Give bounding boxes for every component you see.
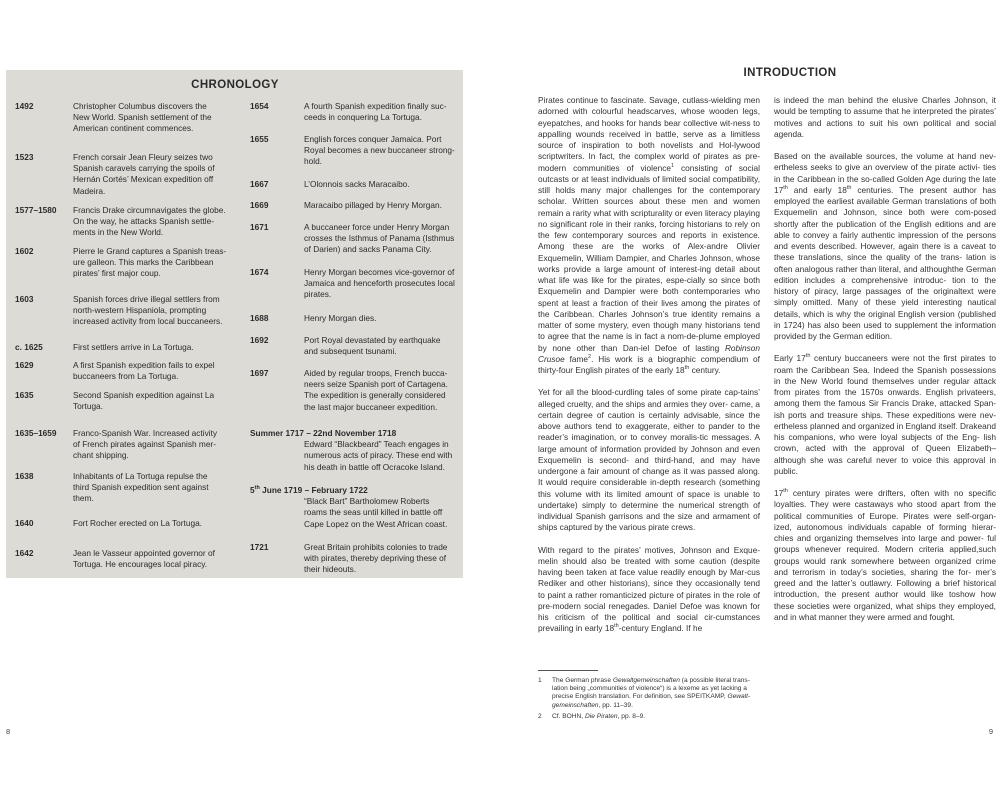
chronology-event: Aided by regular troops, French bucca- neers seize Spanish port of Cartagena. The expedition is generally considered the last major buccaneer expedition. [304,368,448,412]
chronology-event: Spanish forces drive illegal settlers from north-western Hispaniola, prompting increased activity from local buccaneers. [73,294,223,327]
chronology-entry [15,548,233,570]
chronology-box [6,70,463,578]
footnote-ref: 1 [670,162,675,169]
chronology-title: CHRONOLOGY [191,79,279,91]
chronology-year: 1635–1659 [15,428,57,438]
chronology-event: Christopher Columbus discovers the New World. Spanish settlement of the American continent commences. [73,101,212,134]
chronology-year: 1654 [250,101,269,111]
chronology-event: Maracaibo pillaged by Henry Morgan. [304,200,442,210]
chronology-event: First settlers arrive in La Tortuga. [73,342,194,352]
text-column-2 [774,95,996,634]
chronology-entry [250,485,460,530]
chronology-entry [250,267,460,301]
chronology-year: 1688 [250,313,269,323]
chronology-event: Fort Rocher erected on La Tortuga. [73,518,202,528]
chronology-year: 1602 [15,246,34,256]
chronology-year: 1638 [15,471,34,481]
chronology-entry [250,134,460,168]
chronology-event: A buccaneer force under Henry Morgan crosses the Isthmus of Panama (Isthmus of Darien) and sacks Panama City. [304,222,455,255]
chronology-entry [15,342,233,353]
chronology-year: 1655 [250,134,269,144]
chronology-year: 1692 [250,335,269,345]
chronology-year: 1674 [250,267,269,277]
chronology-year: 1523 [15,152,34,162]
paragraph: is indeed the man behind the elusive Charles Johnson, it would be tempting to assume that he interpreted the pirates’ motives and actions to suit his own political and social agenda. [774,95,997,139]
chronology-range: 5th June 1719 – February 1722 [250,485,368,495]
chronology-entry [250,335,460,357]
chronology-entry [15,471,233,505]
chronology-event: Henry Morgan becomes vice-governor of Jamaica and henceforth prosecutes local pirates. [304,267,455,300]
footnotes [538,670,760,724]
chronology-event: French corsair Jean Fleury seizes two Spanish caravels carrying the spoils of Hernán Cortés’ Mexican expedition off Madeira. [73,152,215,196]
chronology-entry [250,428,460,473]
chronology-year: 1642 [15,548,34,558]
text-column-1 [538,95,760,646]
chronology-year: c. 1625 [15,342,43,352]
paragraph: Based on the available sources, the volume at hand nev-ertheless seeks to give an overview of the pirate activi- ties in the Caribbean in the so-called Golden Age during the late 17th and early 18th centuries. The present author has employed the earliest available German translations of both Exquemelin and Johnson, since both were com-posed shortly after the publication of the English editions and are able to convey a fairly authentic impression of the persons and events described. However, again there is a caveat to these translations, since the quality of the trans- lation is often analogous rather than literal, and althoughthe German edition includes a comprehensive introduc- tion to the history of piracy, large passages of the originaltext were simply omitted. Many of these yield interesting nautical details, which is why the original English version (published in 1724) has also been used to supplement the information provided by the German edition. [774,151,997,341]
chronology-entry [15,294,233,328]
page-number-left: 8 [6,727,11,736]
chronology-event: Inhabitants of La Tortuga repulse the third Spanish expedition sent against them. [73,471,209,504]
left-page [0,0,490,800]
chronology-year: 1640 [15,518,34,528]
chronology-columns [15,101,455,581]
chronology-entry [15,205,233,239]
chronology-entry [250,313,460,324]
chronology-entry [250,368,460,413]
chronology-year: 1577–1580 [15,205,57,215]
chronology-year: 1635 [15,390,34,400]
chronology-event: Port Royal devastated by earthquake and subsequent tsunami. [304,335,441,357]
paragraph: Yet for all the blood-curdling tales of some pirate cap-tains’ alleged cruelty, and the ships and armies they over- came, a certain degree of caution is certainly advisable, since the above authors tend to exaggerate, either to pander to the reader’s imagination, or to convey moralis-tic messages. A large amount of information provided by Johnson and even Exquemelin is second- and third-hand, and may have undergone a fair amount of change as it was passed along. It would require considerable in-depth research (something this volume with its limited amount of space is unable to undertake) simply to determine the numerical strength of individual Spanish garrisons and the size and armament of ships captured by the various pirate crews. [538,387,760,533]
chronology-entry [15,246,233,280]
chronology-year: 1671 [250,222,269,232]
chronology-entry [15,428,233,462]
chronology-event: Franco-Spanish War. Increased activity of French pirates against Spanish mer- chant shipping. [73,428,218,461]
chronology-event: Jean le Vasseur appointed governor of Tortuga. He encourages local piracy. [73,548,215,570]
chronology-event: Edward “Blackbeard” Teach engages in numerous acts of piracy. These end with his death in battle off Ocracoke Island. [304,439,453,472]
paragraph: With regard to the pirates’ motives, Johnson and Exque-melin should also be treated with some caution (despite having been taken at face value readily enough by Mar-cus Rediker and other historians), since they occasionally tend to paint a rather romanticized picture of pirates in the role of pre-modern social renegades. Daniel Defoe was known for his criticism of the political and social cir-cumstances prevailing in early 18th-century England. If he [538,544,760,634]
chronology-entry [15,518,233,529]
paragraph: Early 17th century buccaneers were not the first pirates to roam the Caribbean Sea. Indeed the Spanish possessions in the New World found themselves under regular attack from pirates from the 1570s onwards. English privateers, among them the famous Sir Francis Drake, attacked Span-ish ports and treasure ships. These expeditions were nev- ertheless planned and organized in England itself. Drakeand his companions, who were loyal subjects of the Eng- lish crown, acted with the approval of Queen Elizabeth– although she was careful never to voice this approval in public. [774,353,996,476]
chronology-entry [15,390,233,412]
chronology-entry [250,222,460,256]
chronology-range: Summer 1717 – 22nd November 1718 [250,428,397,438]
chronology-entry [250,179,460,190]
right-page [510,0,1000,800]
chronology-entry [15,360,233,382]
chronology-event: Second Spanish expedition against La Tortuga. [73,390,215,412]
chronology-entry [250,200,460,211]
chronology-event: A first Spanish expedition fails to expel buccaneers from La Tortuga. [73,360,215,382]
page-number-right: 9 [988,727,993,736]
footnote: 1 The German phrase Gewaltgemeinschaften (a possible literal trans- lation being „communities of violence“) is a lexeme as yet lacking a precise English translation. For definition, see SPEITKAMP, Gewalt-gemeinschaften, pp. 11–39. [538,677,751,709]
chronology-event: “Black Bart” Bartholomew Roberts roams the seas until killed in battle off Cape Lopez on the West African coast. [304,496,448,529]
chronology-event: Henry Morgan dies. [304,313,377,323]
footnote: 2 Cf. BOHN, Die Piraten, pp. 8–9. [538,712,646,720]
chronology-entry [15,152,233,197]
footnote-rule [538,670,598,671]
chronology-entry [250,101,460,123]
footnote-ref: 2 [588,353,592,360]
paragraph: 17th century pirates were drifters, often with no specific loyalties. They were castaways who stood apart from the political communities of Europe. Pirates were self-organ- ized, autonomous individuals capable of forming hierar-chies and organizing themselves into large and power- ful groups whenever required. Modern criteria applied,such groups would rank somewhere between organized crime and terrorism in today’s societies, sharing the for- mer’s greed and the latter’s outlawry. Following a brief historical introduction, the present author would like toshow how these societies were organized, what ships they employed, and in what manner they were armed and fought. [774,488,996,622]
chronology-event: Pierre le Grand captures a Spanish treas- ure galleon. This marks the Caribbean pirates’ first major coup. [73,246,227,279]
chronology-event: English forces conquer Jamaica. Port Royal becomes a new buccaneer strong- hold. [304,134,455,167]
chronology-year: 1697 [250,368,269,378]
chronology-event: Francis Drake circumnavigates the globe. On the way, he attacks Spanish settle- ments in the New World. [73,205,226,238]
chronology-year: 1629 [15,360,34,370]
chronology-year: 1603 [15,294,34,304]
chronology-entry [15,101,233,135]
chronology-year: 1492 [15,101,34,111]
chronology-event: L’Olonnois sacks Maracaibo. [304,179,410,189]
chronology-year: 1721 [250,542,269,552]
chronology-year: 1669 [250,200,269,210]
chronology-event: A fourth Spanish expedition finally suc- ceeds in conquering La Tortuga. [304,101,447,123]
paragraph: Pirates continue to fascinate. Savage, cutlass-wielding men adorned with colourful headscarves, whose wooden legs, eyepatches, and hooks for hands bear collective wit-ness to appalling wounds received in battle, serve as a limitless source of inspiration to both novelists and Hol-lywood scriptwriters. In fact, the complex world of pirates as pre-modern communities of violence$^1$ consisting of social outcasts or at least individuals of limited social compatibility, still holds many major challenges for the contemporary scholar. Written sources about these men and women remain a rarity what with scripturality or even literacy playing no significant role in their ranks, forcing historians to rely on the few contemporary sources and reports in existence. Among these are the works of Alex-andre Olivier Exquemelin, William Dampier, and Charles Johnson, whose works provide a large amount of interest-ing detail about what life was like for the pirates, espe-cially so since both Exquemelin and Dampier were both contemporaries who spent at least a fraction of their lives among the pirates of the Caribbean. Charles Johnson’s true identity remains a matter of some mystery, even though many historians tend to agree that the name is in fact a nom-de-plume employed by none other than Dan-iel Defoe of lasting Robinson Crusoe fame$^2$. His work is a biographic compendium of thirty-four English pirates of the early 18th century. [538,95,761,375]
chronology-entry [250,542,460,576]
chronology-year: 1667 [250,179,269,189]
chronology-event: Great Britain prohibits colonies to trade with pirates, thereby depriving these of their hideouts. [304,542,448,575]
introduction-title: INTRODUCTION [743,67,837,79]
